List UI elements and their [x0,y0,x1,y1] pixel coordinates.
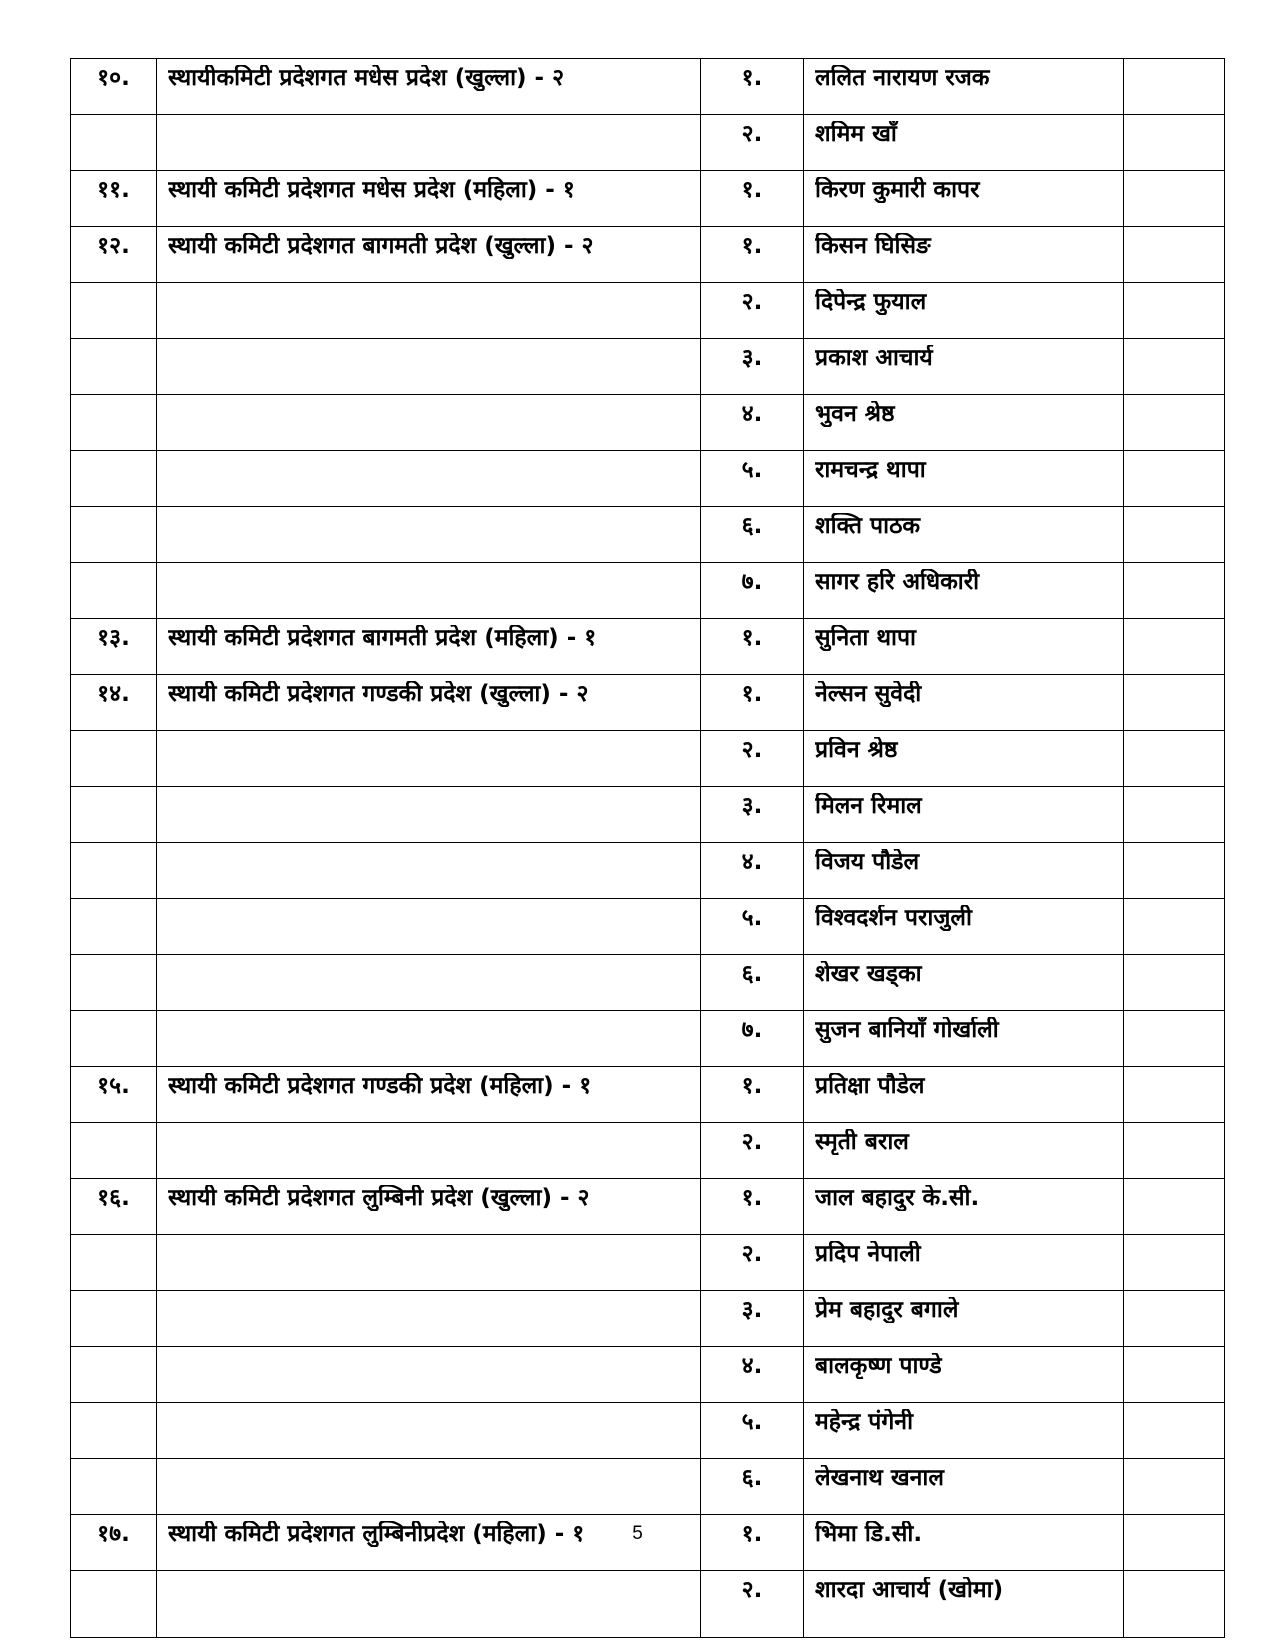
member-name-cell [804,563,1124,619]
serial-number-cell [71,899,157,955]
serial-number-text: १७. [97,1521,130,1547]
table-row [71,843,1225,899]
member-number-text: २. [741,737,763,763]
table-row [71,1067,1225,1123]
member-number-text: ५. [741,457,763,483]
serial-number-cell [71,1123,157,1179]
member-number-cell [701,1459,804,1515]
serial-number-cell [71,283,157,339]
blank-cell [1124,115,1225,171]
committee-category-text: स्थायी कमिटी प्रदेशगत लुम्बिनी प्रदेश (खुल्ला) - २ [168,1185,590,1211]
table-row [71,675,1225,731]
member-number-text: ६. [741,513,763,539]
serial-number-cell [71,339,157,395]
member-name-text: विश्वदर्शन पराजुली [815,905,972,931]
committee-category-cell [157,339,701,395]
table-row [71,1179,1225,1235]
member-name-text: बालकृष्ण पाण्डे [815,1353,942,1379]
committee-category-cell [157,619,701,675]
committee-category-cell [157,1571,701,1638]
member-name-text: सुजन बानियाँ गोर्खाली [815,1017,999,1043]
table-row [71,899,1225,955]
member-number-text: १. [741,1521,763,1547]
table-row [71,619,1225,675]
serial-number-cell [71,1235,157,1291]
member-name-cell [804,955,1124,1011]
member-name-text: जाल बहादुर के.सी. [815,1185,980,1211]
serial-number-text: १६. [97,1185,130,1211]
member-name-cell [804,787,1124,843]
member-number-cell [701,115,804,171]
member-number-cell [701,1347,804,1403]
committee-category-cell [157,1347,701,1403]
committee-category-text: स्थायी कमिटी प्रदेशगत लुम्बिनीप्रदेश (महिला) - १ [168,1521,585,1547]
table-row [71,507,1225,563]
committee-category-cell [157,731,701,787]
member-name-cell [804,171,1124,227]
table-row [71,115,1225,171]
member-number-cell [701,1011,804,1067]
member-number-cell [701,1179,804,1235]
table-row [71,1123,1225,1179]
member-name-cell [804,1123,1124,1179]
serial-number-text: १४. [97,681,130,707]
member-name-cell [804,843,1124,899]
member-number-text: १. [741,1073,763,1099]
member-number-cell [701,787,804,843]
blank-cell [1124,1123,1225,1179]
member-number-cell [701,171,804,227]
committee-category-cell [157,1123,701,1179]
blank-cell [1124,1403,1225,1459]
member-number-text: २. [741,1241,763,1267]
member-number-text: ५. [741,1409,763,1435]
committee-category-cell [157,1403,701,1459]
member-number-cell [701,339,804,395]
committee-category-cell [157,59,701,115]
blank-cell [1124,619,1225,675]
blank-cell [1124,675,1225,731]
member-number-text: १. [741,625,763,651]
member-name-text: शारदा आचार्य (खोमा) [815,1577,1004,1603]
committee-category-text: स्थायी कमिटी प्रदेशगत गण्डकी प्रदेश (महिला) - १ [168,1073,592,1099]
serial-number-cell [71,787,157,843]
committee-category-cell [157,1011,701,1067]
committee-category-cell [157,171,701,227]
member-number-cell [701,1235,804,1291]
committee-category-cell [157,563,701,619]
member-name-text: भुवन श्रेष्ठ [815,401,895,427]
serial-number-cell [71,1067,157,1123]
member-name-text: ललित नारायण रजक [815,65,990,91]
blank-cell [1124,1459,1225,1515]
member-name-cell [804,619,1124,675]
member-name-text: किरण कुमारी कापर [815,177,980,203]
committee-member-table [70,58,1225,1638]
blank-cell [1124,787,1225,843]
member-name-text: स्मृती बराल [815,1129,909,1155]
serial-number-cell [71,1459,157,1515]
blank-cell [1124,1011,1225,1067]
member-name-text: भिमा डि.सी. [815,1521,923,1547]
blank-cell [1124,451,1225,507]
member-name-cell [804,283,1124,339]
member-number-cell [701,619,804,675]
committee-category-cell [157,451,701,507]
blank-cell [1124,1291,1225,1347]
serial-number-cell [71,59,157,115]
member-name-text: मिलन रिमाल [815,793,922,819]
member-name-text: महेन्द्र पंगेनी [815,1409,914,1435]
member-number-text: २. [741,1577,763,1603]
serial-number-cell [71,619,157,675]
member-name-cell [804,1459,1124,1515]
blank-cell [1124,507,1225,563]
member-number-text: ६. [741,1465,763,1491]
committee-category-text: स्थायी कमिटी प्रदेशगत बागमती प्रदेश (महिला) - १ [168,625,597,651]
member-name-cell [804,1571,1124,1638]
member-number-cell [701,899,804,955]
member-name-cell [804,1235,1124,1291]
member-name-cell [804,1347,1124,1403]
serial-number-cell [71,1571,157,1638]
blank-cell [1124,339,1225,395]
blank-cell [1124,1235,1225,1291]
member-name-cell [804,899,1124,955]
member-number-text: १. [741,1185,763,1211]
member-number-text: २. [741,289,763,315]
table-row [71,787,1225,843]
member-number-text: १. [741,65,763,91]
member-name-text: शक्ति पाठक [815,513,921,539]
committee-category-cell [157,675,701,731]
member-name-text: रामचन्द्र थापा [815,457,926,483]
member-name-cell [804,115,1124,171]
member-number-cell [701,731,804,787]
table-row [71,395,1225,451]
member-number-cell [701,451,804,507]
member-name-cell [804,1179,1124,1235]
blank-cell [1124,171,1225,227]
serial-number-cell [71,1179,157,1235]
serial-number-cell [71,1347,157,1403]
member-name-cell [804,1291,1124,1347]
serial-number-text: १३. [97,625,130,651]
table-row [71,563,1225,619]
serial-number-cell [71,171,157,227]
member-number-text: ५. [741,905,763,931]
serial-number-cell [71,731,157,787]
member-number-text: १. [741,681,763,707]
blank-cell [1124,1067,1225,1123]
member-name-cell [804,395,1124,451]
table-row [71,1291,1225,1347]
committee-category-cell [157,1235,701,1291]
member-name-cell [804,1403,1124,1459]
committee-category-cell [157,395,701,451]
table-row [71,1347,1225,1403]
member-name-cell [804,731,1124,787]
member-number-cell [701,395,804,451]
committee-category-cell [157,899,701,955]
member-name-cell [804,1067,1124,1123]
serial-number-cell [71,451,157,507]
table-row [71,339,1225,395]
committee-category-cell [157,1067,701,1123]
serial-number-cell [71,843,157,899]
committee-category-cell [157,787,701,843]
serial-number-cell [71,227,157,283]
member-number-text: १. [741,177,763,203]
committee-category-cell [157,1291,701,1347]
blank-cell [1124,1347,1225,1403]
table-row [71,227,1225,283]
member-number-text: ७. [741,569,763,595]
committee-category-text: स्थायीकमिटी प्रदेशगत मधेस प्रदेश (खुल्ला) - २ [168,65,565,91]
member-number-cell [701,1123,804,1179]
serial-number-cell [71,1291,157,1347]
table-row [71,1459,1225,1515]
table-row [71,731,1225,787]
member-name-cell [804,339,1124,395]
member-number-text: २. [741,1129,763,1155]
committee-category-cell [157,1459,701,1515]
serial-number-cell [71,955,157,1011]
table-row [71,1235,1225,1291]
member-name-text: लेखनाथ खनाल [815,1465,944,1491]
member-number-text: ३. [741,793,763,819]
member-number-cell [701,1067,804,1123]
member-name-cell [804,59,1124,115]
member-name-text: विजय पौडेल [815,849,920,875]
member-number-cell [701,227,804,283]
committee-category-text: स्थायी कमिटी प्रदेशगत मधेस प्रदेश (महिला) - १ [168,177,575,203]
blank-cell [1124,227,1225,283]
serial-number-cell [71,507,157,563]
member-name-cell [804,507,1124,563]
member-number-text: ६. [741,961,763,987]
member-number-text: ४. [741,849,763,875]
serial-number-text: १५. [97,1073,130,1099]
committee-category-text: स्थायी कमिटी प्रदेशगत बागमती प्रदेश (खुल्ला) - २ [168,233,594,259]
committee-category-cell [157,1179,701,1235]
blank-cell [1124,283,1225,339]
blank-cell [1124,59,1225,115]
member-name-cell [804,675,1124,731]
member-name-cell [804,451,1124,507]
committee-category-cell [157,283,701,339]
member-number-cell [701,843,804,899]
serial-number-cell [71,115,157,171]
member-name-text: सुनिता थापा [815,625,917,651]
committee-category-cell [157,227,701,283]
blank-cell [1124,843,1225,899]
table-row [71,955,1225,1011]
table-body [71,59,1225,1638]
blank-cell [1124,395,1225,451]
table-row [71,283,1225,339]
serial-number-cell [71,563,157,619]
member-name-text: नेल्सन सुवेदी [815,681,922,707]
committee-category-cell [157,955,701,1011]
member-name-text: प्रदिप नेपाली [815,1241,921,1267]
serial-number-text: १२. [97,233,130,259]
blank-cell [1124,899,1225,955]
member-name-text: प्रतिक्षा पौडेल [815,1073,925,1099]
serial-number-cell [71,675,157,731]
serial-number-cell [71,395,157,451]
member-number-text: ७. [741,1017,763,1043]
member-number-text: १. [741,233,763,259]
member-number-cell [701,1571,804,1638]
member-name-text: दिपेन्द्र फुयाल [815,289,927,315]
blank-cell [1124,731,1225,787]
serial-number-cell [71,1403,157,1459]
table-row [71,59,1225,115]
blank-cell [1124,955,1225,1011]
member-name-text: प्रेम बहादुर बगाले [815,1297,959,1323]
table-row [71,451,1225,507]
table-row [71,171,1225,227]
committee-category-cell [157,507,701,563]
blank-cell [1124,1571,1225,1638]
member-number-cell [701,1291,804,1347]
member-number-cell [701,955,804,1011]
member-number-cell [701,563,804,619]
member-name-cell [804,1011,1124,1067]
member-number-text: ४. [741,401,763,427]
page-number: 5 [632,1523,643,1544]
member-name-text: सागर हरि अधिकारी [815,569,980,595]
member-name-text: शेखर खड्का [815,961,922,987]
table-row [71,1403,1225,1459]
member-name-text: प्रविन श्रेष्ठ [815,737,898,763]
table-row [71,1571,1225,1638]
member-number-text: २. [741,121,763,147]
member-number-cell [701,1403,804,1459]
blank-cell [1124,1179,1225,1235]
serial-number-cell [71,1011,157,1067]
member-number-cell [701,507,804,563]
member-name-text: शमिम खाँ [815,121,897,147]
member-name-text: किसन घिसिङ [815,233,931,259]
member-number-text: ३. [741,1297,763,1323]
committee-category-cell [157,115,701,171]
table-row [71,1011,1225,1067]
member-number-text: ३. [741,345,763,371]
member-number-text: ४. [741,1353,763,1379]
serial-number-text: ११. [97,177,130,203]
member-number-cell [701,675,804,731]
member-name-cell [804,227,1124,283]
committee-category-cell [157,843,701,899]
serial-number-text: १०. [97,65,130,91]
committee-category-text: स्थायी कमिटी प्रदेशगत गण्डकी प्रदेश (खुल्ला) - २ [168,681,589,707]
member-number-cell [701,283,804,339]
member-number-cell [701,59,804,115]
member-name-text: प्रकाश आचार्य [815,345,933,371]
blank-cell [1124,563,1225,619]
